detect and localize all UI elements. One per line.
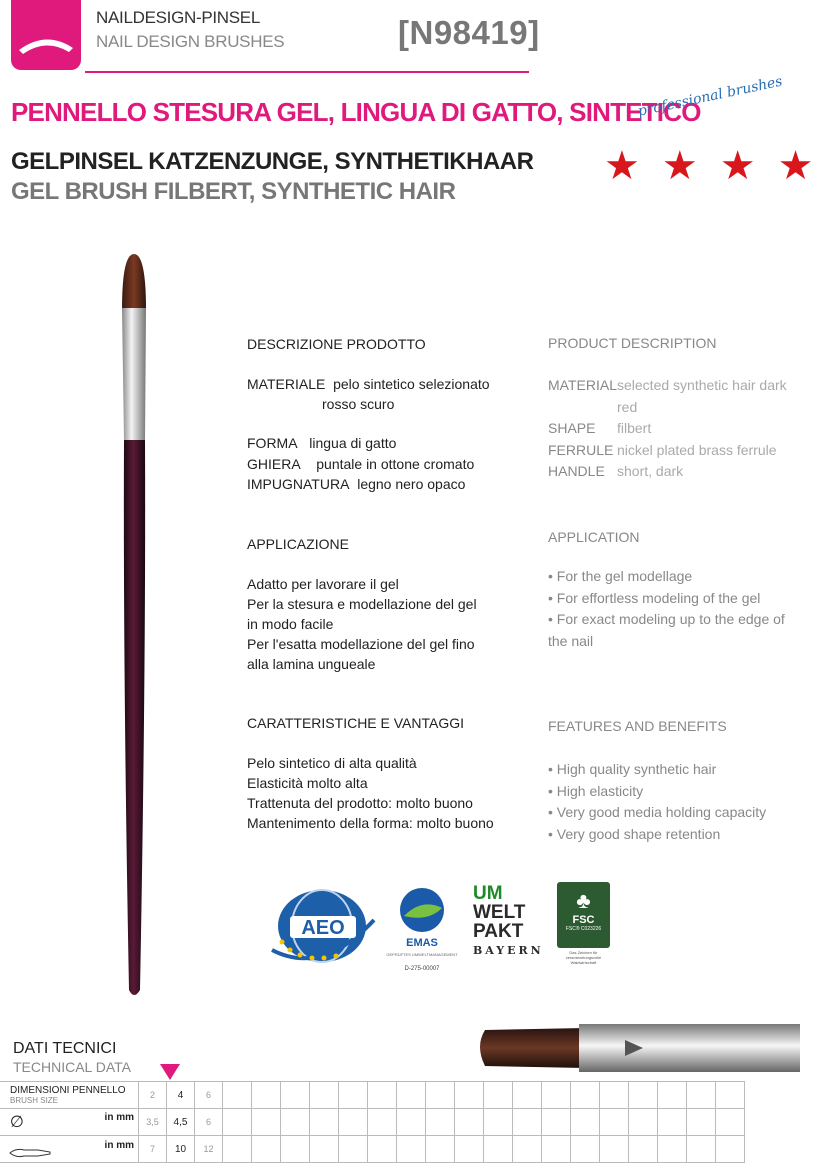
- header-divider: [85, 71, 529, 73]
- it-material-row: [247, 374, 490, 414]
- list-item: Adatto per lavorare il gel: [247, 576, 399, 592]
- svg-text:D-275-00007: D-275-00007: [404, 966, 440, 972]
- list-item: Per l'esatta modellazione del gel fino: [247, 636, 475, 652]
- brush-length-icon: [8, 1147, 52, 1159]
- list-item: • For the gel modellage: [548, 568, 693, 584]
- it-desc-heading: DESCRIZIONE PRODOTTO: [247, 336, 426, 352]
- it-material-label: MATERIALE: [247, 376, 326, 392]
- list-item: Elasticità molto alta: [247, 775, 368, 791]
- it-form-label: FORMA: [247, 435, 298, 451]
- list-item: Trattenuta del prodotto: molto buono: [247, 795, 473, 811]
- table-row: DIMENSIONI PENNELLO BRUSH SIZE 2 4 6: [0, 1082, 745, 1109]
- it-handle-value: legno nero opaco: [357, 476, 466, 492]
- it-material-value: pelo sintetico selezionato: [333, 376, 490, 392]
- star-icon: ★: [661, 144, 698, 188]
- table-row: in mm 7 10 12: [0, 1136, 745, 1163]
- en-material-value: selected synthetic hair dark red: [617, 377, 787, 415]
- en-desc-heading: PRODUCT DESCRIPTION: [548, 335, 717, 351]
- table-row: ∅ in mm 3,5 4,5 6: [0, 1109, 745, 1136]
- star-icon: ★: [719, 144, 756, 188]
- en-shape-label: SHAPE: [548, 420, 596, 436]
- fsc-note: Das Zeichen für verantwortungsvolle Waldwirtschaft: [565, 950, 602, 965]
- diameter-icon: ∅: [10, 1114, 24, 1131]
- unit-label: in mm: [104, 1139, 134, 1151]
- aeo-text: AEO: [301, 917, 345, 939]
- category-de: NAILDESIGN-PINSEL: [96, 8, 261, 27]
- it-ferrule-row: [247, 454, 474, 474]
- list-item: • For exact modeling up to the edge of the nail: [548, 611, 785, 649]
- unit-label: in mm: [104, 1112, 134, 1123]
- size-sublabel: BRUSH SIZE: [10, 1096, 59, 1105]
- brush-tip-image: [475, 1018, 800, 1078]
- it-app-list: [247, 574, 477, 674]
- list-item: • For effortless modeling of the gel: [548, 589, 761, 606]
- en-app-heading: APPLICATION: [548, 529, 640, 545]
- tree-icon: ♣: [576, 888, 591, 913]
- it-material-value2: rosso scuro: [322, 396, 395, 412]
- en-spec-table: [548, 375, 787, 483]
- selected-size-marker: [160, 1064, 180, 1080]
- article-number: [N98419]: [398, 14, 540, 51]
- nail-icon: [11, 0, 81, 70]
- en-app-list: [548, 566, 788, 652]
- it-feat-list: [247, 753, 494, 833]
- tech-table: [0, 1081, 745, 1163]
- title-english: GEL BRUSH FILBERT, SYNTHETIC HAIR: [11, 178, 456, 205]
- aeo-logo: [262, 880, 382, 970]
- star-icon: ★: [604, 144, 640, 188]
- en-handle-label: HANDLE: [548, 463, 605, 479]
- list-item: • High quality synthetic hair: [548, 761, 717, 777]
- it-handle-label: IMPUGNATURA: [247, 476, 350, 492]
- tech-heading-en: TECHNICAL DATA: [13, 1059, 131, 1075]
- size-label: DIMENSIONI PENNELLO: [10, 1085, 126, 1096]
- title-german: GELPINSEL KATZENZUNGE, SYNTHETIKHAAR: [11, 148, 534, 175]
- category-en: NAIL DESIGN BRUSHES: [96, 32, 285, 51]
- fsc-logo: ♣ FSC FSC® C023226: [557, 882, 610, 948]
- list-item: Per la stesura e modellazione del gel: [247, 596, 477, 612]
- star-icon: ★: [777, 144, 813, 188]
- brush-image: [100, 250, 170, 1000]
- svg-text:EMAS: EMAS: [406, 937, 438, 949]
- en-ferrule-label: FERRULE: [548, 441, 614, 458]
- list-item: • Very good shape retention: [548, 825, 721, 842]
- professional-badge: professional brushes: [636, 73, 784, 120]
- brand-logo: [11, 0, 81, 70]
- it-form-value: lingua di gatto: [309, 435, 397, 451]
- en-material-label: MATERIAL: [548, 377, 617, 393]
- tech-heading-it: DATI TECNICI: [13, 1040, 117, 1057]
- en-feat-list: [548, 759, 766, 845]
- it-feat-heading: CARATTERISTICHE E VANTAGGI: [247, 715, 465, 731]
- list-item: • Very good media holding capacity: [548, 804, 767, 820]
- list-item: in modo facile: [247, 616, 334, 632]
- umweltpakt-logo: UM WELT PAKT BAYERN: [473, 883, 544, 957]
- it-handle-row: [247, 474, 465, 494]
- title-italian: PENNELLO STESURA GEL, LINGUA DI GATTO, SINTETICO: [11, 97, 701, 127]
- rating-stars: [604, 146, 813, 186]
- it-ferrule-value: puntale in ottone cromato: [316, 456, 475, 472]
- en-shape-value: filbert: [617, 420, 652, 436]
- it-app-heading: APPLICAZIONE: [247, 536, 349, 552]
- list-item: Mantenimento della forma: molto buono: [247, 815, 494, 831]
- it-ferrule-label: GHIERA: [247, 456, 301, 472]
- list-item: Pelo sintetico di alta qualità: [247, 755, 417, 771]
- it-form-row: [247, 433, 396, 453]
- en-ferrule-value: nickel plated brass ferrule: [617, 441, 777, 458]
- en-handle-value: short, dark: [617, 463, 684, 479]
- list-item: alla lamina ungueale: [247, 656, 376, 672]
- list-item: • High elasticity: [548, 782, 644, 799]
- svg-text:GEPRÜFTES UMWELTMANAGEMENT: GEPRÜFTES UMWELTMANAGEMENT: [386, 952, 458, 957]
- en-feat-heading: FEATURES AND BENEFITS: [548, 718, 727, 734]
- emas-logo: [386, 880, 458, 975]
